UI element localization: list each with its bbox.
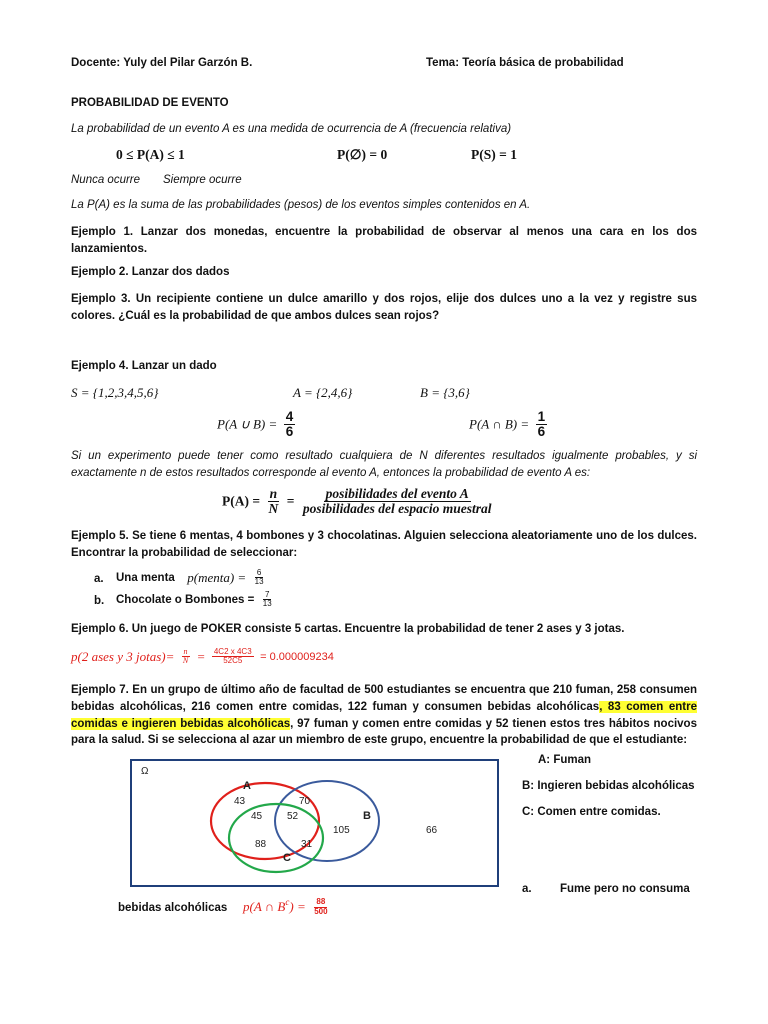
e5-b-fraction <box>261 591 274 609</box>
e6-solution <box>71 648 334 666</box>
classical-definition: Si un experimento puede tener como resultado cualquiera de N diferentes resultados igualmente probables, y si exactamente n de estos resultados corresponde al evento A, entonces la probabilidad de evento A es: <box>71 450 697 479</box>
e5-b-label: b. <box>94 595 105 607</box>
e5-a-text: Una menta <box>116 571 175 584</box>
example-5: Ejemplo 5. Se tiene 6 mentas, 4 bombones y 3 chocolatinas. Alguien selecciona aleatoriamente uno de los dulces. Encontrar la probabilidad de seleccionar: <box>71 530 697 559</box>
example-4-title: Ejemplo 4. Lanzar un dado <box>71 360 217 372</box>
qa-close: ) = <box>289 899 306 915</box>
union-probability <box>217 410 297 439</box>
never-label: Nunca ocurre <box>71 174 141 186</box>
union-num: 4 <box>285 409 294 424</box>
question-a-text1: Fume pero no consuma <box>560 883 690 895</box>
inter-den: 6 <box>537 424 546 440</box>
event-b: B = {3,6} <box>420 385 470 400</box>
inter-num: 1 <box>537 409 546 424</box>
e6-eq: = <box>196 648 206 664</box>
always-label: Siempre ocurre <box>163 174 242 186</box>
e6-f1-den: N <box>182 656 189 666</box>
e6-f2-den: 52C5 <box>223 656 243 666</box>
e7-part1: Ejemplo 7. En un grupo de último año de facultad de 500 estudiantes se encuentra que 210 fuman, 258 consumen bebidas alcohólicas, 216 comen entre comidas, 122 fuman y consumen bebidas alcohólicas <box>71 684 697 713</box>
e7-part2: , 97 fuman y comen entre comidas y 52 tienen estos tres hábitos nocivos para la salud. Si se selecciona al azar un miembro de este grupo, encuentre la probabilidad de que el estudiante: <box>71 717 697 747</box>
classical-formula <box>222 487 496 516</box>
e6-lhs: p(2 ases y 3 jotas)= <box>71 648 175 664</box>
example-3: Ejemplo 3. Un recipiente contiene un dulce amarillo y dos rojos, elije dos dulces uno a la vez y registre sus colores. ¿Cuál es la probabilidad de que ambos dulces sean rojos? <box>71 293 697 322</box>
e5-a <box>116 569 268 587</box>
legend-a: A: Fuman <box>538 754 592 766</box>
union-den: 6 <box>285 424 294 440</box>
question-a-answer <box>243 897 332 916</box>
venn-only-c: 88 <box>255 839 267 850</box>
e5-a-den: 13 <box>254 577 264 587</box>
legend-c: C: Comen entre comidas. <box>522 806 661 818</box>
venn-svg <box>130 759 500 888</box>
venn-ac: 45 <box>251 811 263 822</box>
qa-lhs: p(A ∩ B <box>243 899 286 915</box>
example-7 <box>71 682 697 749</box>
e5-b-num: 7 <box>265 590 270 599</box>
e5-a-num: 6 <box>256 568 262 577</box>
definition-text: La probabilidad de un evento A es una medida de ocurrencia de A (frecuencia relativa) <box>71 123 512 135</box>
union-fraction <box>284 410 296 439</box>
e5-b-text: Chocolate o Bombones = <box>116 593 255 606</box>
example-1: Ejemplo 1. Lanzar dos monedas, encuentre la probabilidad de observar al menos una cara en los dos lanzamientos. <box>71 226 697 255</box>
venn-ab: 70 <box>299 796 311 807</box>
axiom-range: 0 ≤ P(A) ≤ 1 <box>116 147 185 162</box>
venn-outside: 66 <box>426 825 438 836</box>
e6-f1-num: n <box>183 647 188 656</box>
e6-f1 <box>181 648 190 666</box>
qa-num: 88 <box>316 897 326 907</box>
venn-only-a: 43 <box>234 796 246 807</box>
union-lhs: P(A ∪ B) = <box>217 416 278 432</box>
axiom-empty: P(∅) = 0 <box>337 147 388 162</box>
venn-bc: 31 <box>301 839 313 850</box>
formula-lhs: P(A) = <box>222 493 261 509</box>
question-a-label: a. <box>522 883 532 895</box>
formula-words <box>301 487 494 516</box>
legend-b: B: Ingieren bebidas alcohólicas <box>522 780 695 792</box>
qa-fraction <box>312 898 329 916</box>
e5-b-den: 13 <box>262 599 272 609</box>
qa-den: 500 <box>314 906 328 916</box>
e7-highlight: , 83 comen entre comidas e ingieren bebidas alcohólicas <box>71 700 697 730</box>
inter-fraction <box>536 410 548 439</box>
inter-lhs: P(A ∩ B) = <box>469 416 530 432</box>
formula-eq: = <box>286 493 295 509</box>
formula-num: posibilidades del evento A <box>325 486 469 501</box>
topic-title: Tema: Teoría básica de probabilidad <box>426 57 624 69</box>
intersection-probability <box>469 410 549 439</box>
e5-a-label: a. <box>94 573 104 585</box>
formula-n: n <box>269 486 278 501</box>
example-6: Ejemplo 6. Un juego de POKER consiste 5 cartas. Encuentre la probabilidad de tener 2 ases y 3 jotas. <box>71 623 625 635</box>
e5-a-fraction <box>253 569 266 587</box>
venn-label-c: C <box>283 852 291 864</box>
e6-f2-num: 4C2 x 4C3 <box>213 647 252 656</box>
venn-label-b: B <box>363 810 371 822</box>
e6-result: = 0.000009234 <box>260 650 334 663</box>
venn-diagram <box>130 759 500 888</box>
venn-abc: 52 <box>287 811 299 822</box>
question-a-text2: bebidas alcohólicas <box>118 902 228 914</box>
sample-space: S = {1,2,3,4,5,6} <box>71 385 159 400</box>
qa-sup: c <box>285 897 290 907</box>
omega-label: Ω <box>141 766 149 777</box>
event-a: A = {2,4,6} <box>293 385 353 400</box>
example-2: Ejemplo 2. Lanzar dos dados <box>71 266 230 278</box>
formula-den: posibilidades del espacio muestral <box>302 501 492 517</box>
axiom-sample: P(S) = 1 <box>471 147 517 162</box>
section-title: PROBABILIDAD DE EVENTO <box>71 97 229 109</box>
formula-N: N <box>268 501 279 517</box>
teacher-name: Docente: Yuly del Pilar Garzón B. <box>71 57 253 69</box>
sum-rule-text: La P(A) es la suma de las probabilidades (pesos) de los eventos simples contenidos en A. <box>71 199 531 211</box>
venn-label-a: A <box>243 780 251 792</box>
venn-only-b: 105 <box>333 825 350 836</box>
formula-nN <box>267 487 281 516</box>
e5-a-lhs: p(menta) = <box>187 569 247 585</box>
e6-f2 <box>212 648 254 666</box>
venn-frame <box>131 760 498 886</box>
e5-b <box>116 591 276 609</box>
